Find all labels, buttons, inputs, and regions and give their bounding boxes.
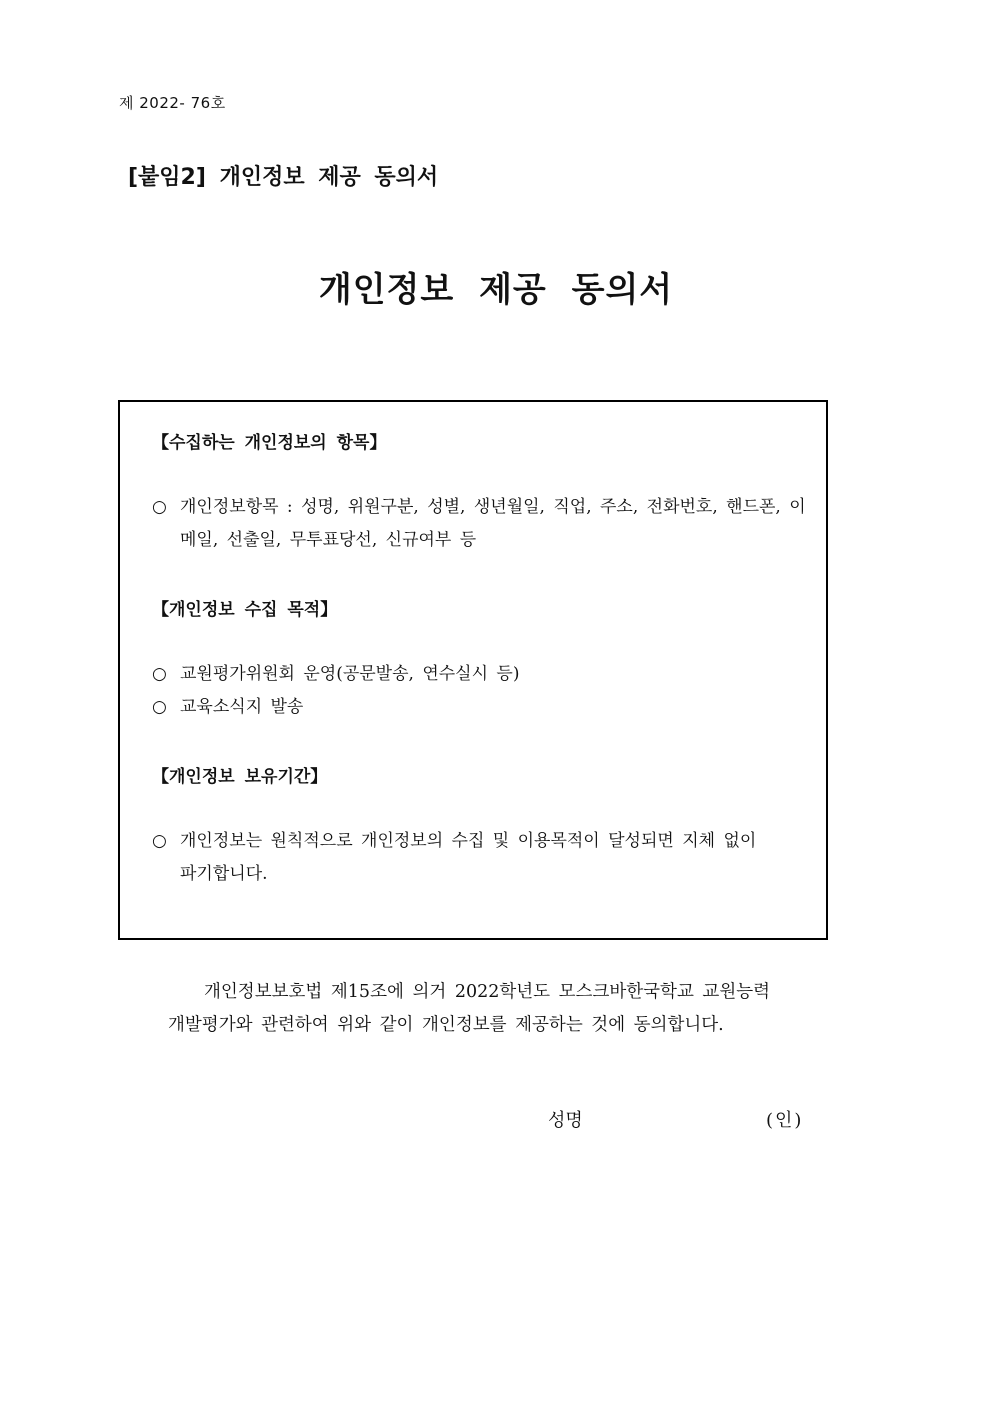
consent-line-2: 개발평가와 관련하여 위와 같이 개인정보를 제공하는 것에 동의합니다. — [168, 1015, 724, 1035]
bullet-text: 개인정보항목 : 성명, 위원구분, 성별, 생년월일, 직업, 주소, 전화번호, 핸드폰, 이메일, 선출일, 무투표당선, 신규여부 등 — [180, 497, 806, 550]
bullet-item — [152, 825, 780, 891]
info-box — [118, 400, 828, 940]
bullet-text: 교원평가위원회 운영(공문발송, 연수실시 등) — [180, 664, 520, 684]
bullet-mark: ○ — [152, 697, 167, 717]
bullet-item — [152, 658, 806, 691]
bullet-item — [152, 491, 820, 557]
doc-number: 제 2022- 76호 — [119, 94, 226, 112]
bullet-mark: ○ — [152, 831, 167, 851]
section-heading-purpose: 【개인정보 수집 목적】 — [152, 600, 338, 620]
attachment-title: [붙임2] 개인정보 제공 동의서 — [128, 165, 439, 190]
consent-text — [168, 976, 848, 1042]
section-heading-retention: 【개인정보 보유기간】 — [152, 767, 328, 787]
signature-name-label: 성명 — [548, 1110, 583, 1131]
bullet-text: 교육소식지 발송 — [180, 697, 304, 717]
signature-seal-label: (인) — [766, 1110, 804, 1131]
page-title: 개인정보 제공 동의서 — [318, 270, 674, 310]
bullet-mark: ○ — [152, 497, 167, 517]
bullet-text: 개인정보는 원칙적으로 개인정보의 수집 및 이용목적이 달성되면 지체 없이 파기합니다. — [180, 831, 757, 884]
consent-line-1: 개인정보보호법 제15조에 의거 2022학년도 모스크바한국학교 교원능력 — [204, 982, 771, 1002]
bullet-item — [152, 691, 806, 724]
section-heading-items: 【수집하는 개인정보의 항목】 — [152, 433, 387, 453]
bullet-mark: ○ — [152, 664, 167, 684]
